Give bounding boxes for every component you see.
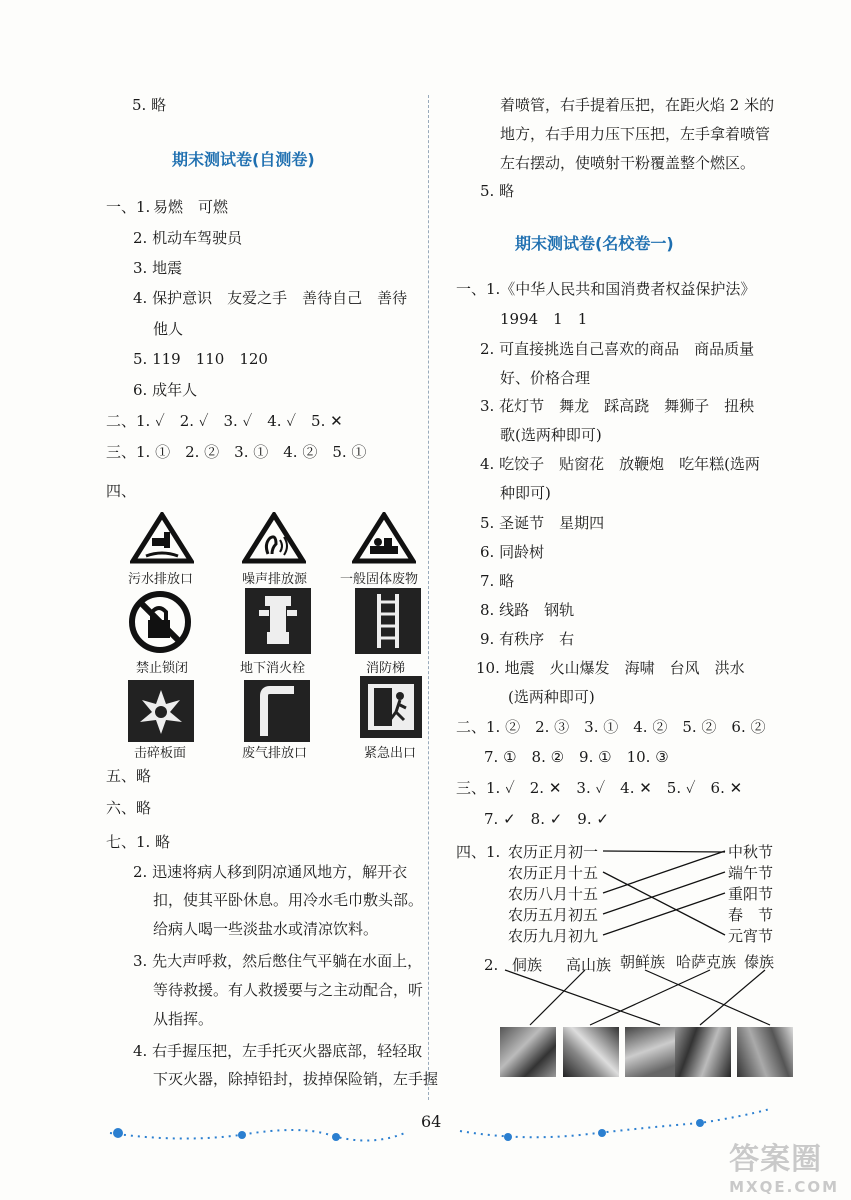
left-item-5: 5. 略 [132,96,167,114]
left-q3: 三、1. ① 2. ② 3. ① 4. ② 5. ① [106,443,367,461]
no-locking-caption: 禁止锁闭 [136,661,189,676]
underground-hydrant-caption: 地下消火栓 [240,661,306,676]
left-q7-2a: 2. 迅速将病人移到阴凉通风地方，解开衣 [133,863,408,881]
right-item-5: 5. 略 [480,182,515,200]
left-q1-label: 一、1. [106,198,151,216]
solid-waste-caption: 一般固体废物 [340,572,419,587]
right-q2b: 7. ① 8. ② 9. ① 10. ③ [484,748,669,766]
right-q1-1b: 1994 1 1 [500,310,588,328]
right-q1-3a: 3. 花灯节 舞龙 踩高跷 舞狮子 扭秧 [480,397,755,415]
right-q1-4b: 种即可) [500,484,551,502]
right-q2a: 二、1. ② 2. ③ 3. ① 4. ② 5. ② 6. ② [456,718,766,736]
exhaust-outlet-caption: 废气排放口 [242,746,308,761]
right-q4-label: 四、1. [456,843,501,861]
right-q1-2a: 2. 可直接挑选自己喜欢的商品 商品质量 [480,340,755,358]
ethnic-item-0: 侗族 [512,956,543,974]
right-q3b: 7. ✓ 8. ✓ 9. ✓ [484,810,609,828]
left-q4-label: 四、 [106,482,137,500]
right-section-title: 期末测试卷(名校卷一) [515,234,674,253]
ethnic-photo-3 [625,1027,681,1077]
right-q1-3b: 歌(选两种即可) [500,426,602,444]
right-q1-4a: 4. 吃饺子 贴窗花 放鞭炮 吃年糕(选两 [480,455,760,473]
left-q6: 六、略 [106,799,152,817]
right-q1-2b: 好、价格合理 [500,369,591,387]
date-item-1: 农历正月十五 [508,864,599,882]
left-q1-4b: 他人 [153,320,184,338]
sewage-outlet-caption: 污水排放口 [128,572,194,587]
right-q1-9: 9. 有秩序 右 [480,630,575,648]
date-item-2: 农历八月十五 [508,885,599,903]
left-q1-6: 6. 成年人 [133,381,198,399]
festival-item-1: 端午节 [728,864,774,882]
right-cont-c: 左右摆动，使喷射干粉覆盖整个燃区。 [500,154,756,172]
emergency-exit-caption: 紧急出口 [364,746,417,761]
right-q1-10a: 10. 地震 火山爆发 海啸 台风 洪水 [476,659,745,677]
noise-source-caption: 噪声排放源 [242,572,308,587]
right-q1-10b: (选两种即可) [508,688,595,706]
left-q7-3b: 等待救援。有人救援要与之主动配合，听 [153,981,424,999]
festival-item-4: 元宵节 [728,927,774,945]
ethnic-item-4: 傣族 [744,953,775,971]
left-q1-4a: 4. 保护意识 友爱之手 善待自己 善待 [133,289,408,307]
left-q5: 五、略 [106,767,152,785]
left-section-title: 期末测试卷(自测卷) [172,150,315,169]
page-number: 64 [421,1112,442,1131]
right-q4-2-label: 2. [484,956,499,974]
left-q1-1: 易燃 可燃 [153,198,229,216]
right-cont-a: 着喷管，右手提着压把，在距火焰 2 米的 [500,96,775,114]
festival-item-2: 重阳节 [728,885,774,903]
date-item-3: 农历五月初五 [508,906,599,924]
left-q2: 二、1. ✓ 2. ✓ 3. ✓ 4. ✓ 5. ✕ [106,412,343,430]
right-cont-b: 地方，右手用力压下压把，左手拿着喷管 [500,125,771,143]
festival-item-3: 春 节 [728,906,774,924]
ethnic-photo-5 [737,1027,793,1077]
left-q7-2c: 给病人喝一些淡盐水或清凉饮料。 [153,920,379,938]
right-q3a: 三、1. ✓ 2. ✕ 3. ✓ 4. ✕ 5. ✓ 6. ✕ [456,779,743,797]
ethnic-item-3: 哈萨克族 [676,953,737,971]
ethnic-photo-2 [563,1027,619,1077]
ethnic-item-2: 朝鲜族 [620,953,666,971]
ethnic-photo-4 [675,1027,731,1077]
right-q1-8: 8. 线路 钢轨 [480,601,575,619]
break-glass-caption: 击碎板面 [134,746,187,761]
left-q7-2b: 扣，使其平卧休息。用冷水毛巾敷头部。 [153,891,424,909]
festival-item-0: 中秋节 [728,843,774,861]
site-watermark [729,1134,839,1196]
right-q1-6: 6. 同龄树 [480,543,545,561]
ethnic-photo-1 [500,1027,556,1077]
fire-ladder-caption: 消防梯 [366,661,406,676]
date-item-4: 农历九月初九 [508,927,599,945]
watermark-line1: 答案圈 [729,1142,823,1177]
left-q1-2: 2. 机动车驾驶员 [133,229,243,247]
left-q7-1: 七、1. 略 [106,833,171,851]
left-q7-3a: 3. 先大声呼救，然后憋住气平躺在水面上， [133,952,423,970]
ethnic-item-1: 高山族 [566,956,612,974]
left-q1-3: 3. 地震 [133,259,183,277]
left-q1-5: 5. 119 110 120 [133,350,268,368]
left-q7-4b: 下灭火器，除掉铅封，拔掉保险销，左手握 [153,1070,439,1088]
left-q7-4a: 4. 右手握压把，左手托灭火器底部，轻轻取 [133,1042,423,1060]
right-q1-7: 7. 略 [480,572,515,590]
right-q1-1a: 一、1.《中华人民共和国消费者权益保护法》 [456,280,756,298]
date-item-0: 农历正月初一 [508,843,599,861]
watermark-line2: MXQE.COM [729,1178,839,1196]
left-q7-3c: 从指挥。 [153,1010,214,1028]
right-q1-5: 5. 圣诞节 星期四 [480,514,605,532]
